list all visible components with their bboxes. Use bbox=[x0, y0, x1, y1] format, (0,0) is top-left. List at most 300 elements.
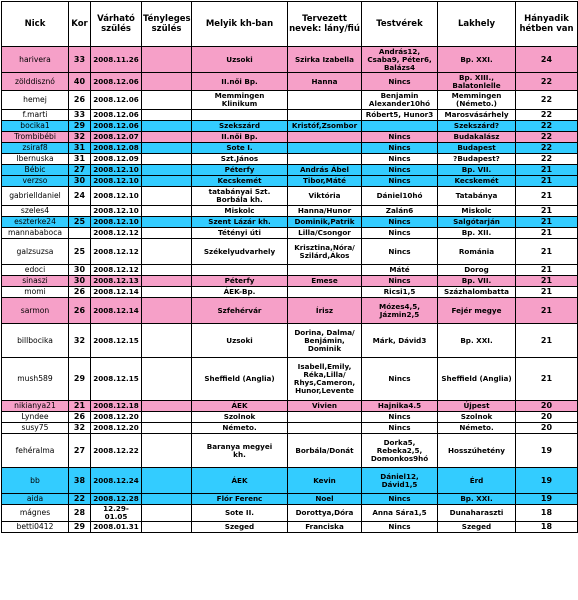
cell-korhaz: Flór Ferenc bbox=[192, 494, 288, 505]
cell-korhaz bbox=[192, 265, 288, 276]
cell-het: 18 bbox=[516, 505, 578, 522]
cell-lakhely: Miskolc bbox=[438, 206, 516, 217]
cell-korhaz bbox=[192, 110, 288, 121]
cell-varhato-szules: 2008.12.06 bbox=[91, 91, 142, 110]
cell-testverek: Mózes4,5, Jázmin2,5 bbox=[362, 298, 438, 324]
cell-nick: bocika1 bbox=[2, 121, 69, 132]
cell-tenyleges-szules bbox=[142, 239, 192, 265]
cell-kor: 30 bbox=[69, 176, 91, 187]
cell-tervezett-nevek bbox=[288, 143, 362, 154]
cell-tenyleges-szules bbox=[142, 206, 192, 217]
cell-testverek: András12, Csaba9, Péter6, Balázs4 bbox=[362, 47, 438, 73]
cell-korhaz: Baranya megyei kh. bbox=[192, 434, 288, 468]
cell-het: 19 bbox=[516, 494, 578, 505]
cell-lakhely: Salgótarján bbox=[438, 217, 516, 228]
cell-het: 21 bbox=[516, 228, 578, 239]
cell-nick: fehéralma bbox=[2, 434, 69, 468]
cell-korhaz: ÁEK bbox=[192, 401, 288, 412]
cell-het: 21 bbox=[516, 217, 578, 228]
cell-tenyleges-szules bbox=[142, 217, 192, 228]
cell-lakhely: Bp. XII. bbox=[438, 228, 516, 239]
cell-het: 22 bbox=[516, 110, 578, 121]
cell-testverek: Nincs bbox=[362, 154, 438, 165]
table-row bbox=[2, 324, 578, 358]
cell-korhaz: Uzsoki bbox=[192, 47, 288, 73]
cell-tervezett-nevek: Dorina, Dalma/ Benjámin, Dominik bbox=[288, 324, 362, 358]
cell-testverek bbox=[362, 121, 438, 132]
cell-testverek: Dániel12, Dávid1,5 bbox=[362, 468, 438, 494]
cell-korhaz: ÁEK bbox=[192, 468, 288, 494]
cell-het: 21 bbox=[516, 239, 578, 265]
cell-tenyleges-szules bbox=[142, 47, 192, 73]
cell-het: 22 bbox=[516, 121, 578, 132]
header-korhaz: Melyik kh-ban bbox=[192, 2, 288, 47]
cell-korhaz: Péterfy bbox=[192, 165, 288, 176]
table-row bbox=[2, 110, 578, 121]
cell-testverek: Ricsi1,5 bbox=[362, 287, 438, 298]
cell-het: 20 bbox=[516, 423, 578, 434]
table-row bbox=[2, 505, 578, 522]
cell-tervezett-nevek: Kevin bbox=[288, 468, 362, 494]
cell-het: 21 bbox=[516, 265, 578, 276]
cell-varhato-szules: 2008.12.28 bbox=[91, 494, 142, 505]
cell-het: 21 bbox=[516, 165, 578, 176]
cell-tenyleges-szules bbox=[142, 176, 192, 187]
cell-lakhely: Dunaharaszti bbox=[438, 505, 516, 522]
cell-tenyleges-szules bbox=[142, 505, 192, 522]
table-row bbox=[2, 176, 578, 187]
cell-korhaz: Uzsoki bbox=[192, 324, 288, 358]
cell-tervezett-nevek: András Ábel bbox=[288, 165, 362, 176]
table-row bbox=[2, 298, 578, 324]
cell-tervezett-nevek bbox=[288, 154, 362, 165]
cell-testverek: Dániel10hó bbox=[362, 187, 438, 206]
cell-korhaz: ÁEK-Bp. bbox=[192, 287, 288, 298]
cell-testverek: Nincs bbox=[362, 217, 438, 228]
cell-kor: 32 bbox=[69, 132, 91, 143]
cell-tenyleges-szules bbox=[142, 324, 192, 358]
cell-testverek: Dorka5, Rebeka2,5, Domonkos9hó bbox=[362, 434, 438, 468]
cell-korhaz: Sheffield (Anglia) bbox=[192, 358, 288, 401]
cell-nick: Ibernuska bbox=[2, 154, 69, 165]
cell-kor: 32 bbox=[69, 423, 91, 434]
cell-korhaz: Tétényi úti bbox=[192, 228, 288, 239]
cell-kor: 24 bbox=[69, 187, 91, 206]
cell-korhaz: Németo. bbox=[192, 423, 288, 434]
cell-het: 20 bbox=[516, 412, 578, 423]
cell-tervezett-nevek bbox=[288, 423, 362, 434]
cell-tenyleges-szules bbox=[142, 265, 192, 276]
cell-tenyleges-szules bbox=[142, 187, 192, 206]
cell-korhaz: Szent Lázár kh. bbox=[192, 217, 288, 228]
cell-varhato-szules: 2008.12.08 bbox=[91, 143, 142, 154]
cell-lakhely: Bp. XXI. bbox=[438, 324, 516, 358]
cell-varhato-szules: 2008.12.18 bbox=[91, 401, 142, 412]
cell-nick: mágnes bbox=[2, 505, 69, 522]
cell-lakhely: Fejér megye bbox=[438, 298, 516, 324]
cell-nick: susy75 bbox=[2, 423, 69, 434]
cell-het: 21 bbox=[516, 324, 578, 358]
header-row bbox=[2, 2, 578, 47]
cell-het: 21 bbox=[516, 206, 578, 217]
cell-het: 21 bbox=[516, 176, 578, 187]
table-row bbox=[2, 287, 578, 298]
cell-tervezett-nevek: Vivien bbox=[288, 401, 362, 412]
cell-nick: aida bbox=[2, 494, 69, 505]
cell-varhato-szules: 2008.12.10 bbox=[91, 176, 142, 187]
cell-tervezett-nevek: Dorottya,Dóra bbox=[288, 505, 362, 522]
cell-tenyleges-szules bbox=[142, 412, 192, 423]
cell-varhato-szules: 12.29-01.05 bbox=[91, 505, 142, 522]
header-varhato-szules: Várható szülés bbox=[91, 2, 142, 47]
cell-tenyleges-szules bbox=[142, 298, 192, 324]
cell-het: 22 bbox=[516, 73, 578, 91]
cell-tenyleges-szules bbox=[142, 287, 192, 298]
cell-tervezett-nevek bbox=[288, 265, 362, 276]
table-row bbox=[2, 143, 578, 154]
cell-tervezett-nevek bbox=[288, 412, 362, 423]
cell-nick: eszterke24 bbox=[2, 217, 69, 228]
cell-nick: zsiraf8 bbox=[2, 143, 69, 154]
cell-nick: f.marti bbox=[2, 110, 69, 121]
cell-kor bbox=[69, 228, 91, 239]
cell-lakhely: Bp. XIII., Balatonlelle bbox=[438, 73, 516, 91]
cell-kor: 26 bbox=[69, 91, 91, 110]
cell-tenyleges-szules bbox=[142, 423, 192, 434]
table-row bbox=[2, 217, 578, 228]
cell-testverek: Nincs bbox=[362, 143, 438, 154]
cell-lakhely: Érd bbox=[438, 468, 516, 494]
cell-korhaz: Szolnok bbox=[192, 412, 288, 423]
cell-testverek: Nincs bbox=[362, 239, 438, 265]
cell-testverek: Zalán6 bbox=[362, 206, 438, 217]
cell-kor: 21 bbox=[69, 401, 91, 412]
cell-varhato-szules: 2008.12.12 bbox=[91, 228, 142, 239]
cell-het: 19 bbox=[516, 434, 578, 468]
cell-tenyleges-szules bbox=[142, 121, 192, 132]
table-row bbox=[2, 423, 578, 434]
cell-kor: 25 bbox=[69, 239, 91, 265]
cell-lakhely: Százhalombatta bbox=[438, 287, 516, 298]
table-row bbox=[2, 73, 578, 91]
cell-korhaz: Szfehérvár bbox=[192, 298, 288, 324]
cell-testverek: Róbert5, Hunor3 bbox=[362, 110, 438, 121]
table-row bbox=[2, 187, 578, 206]
cell-kor: 33 bbox=[69, 110, 91, 121]
cell-testverek: Márk, Dávid3 bbox=[362, 324, 438, 358]
cell-het: 22 bbox=[516, 154, 578, 165]
cell-varhato-szules: 2008.12.13 bbox=[91, 276, 142, 287]
cell-tervezett-nevek: Szirka Izabella bbox=[288, 47, 362, 73]
cell-varhato-szules: 2008.12.14 bbox=[91, 287, 142, 298]
header-het: Hányadik hétben van bbox=[516, 2, 578, 47]
cell-korhaz: Péterfy bbox=[192, 276, 288, 287]
cell-testverek: Nincs bbox=[362, 165, 438, 176]
cell-testverek: Nincs bbox=[362, 412, 438, 423]
cell-het: 18 bbox=[516, 522, 578, 533]
cell-het: 21 bbox=[516, 287, 578, 298]
cell-nick: verzso bbox=[2, 176, 69, 187]
cell-korhaz: Szt.János bbox=[192, 154, 288, 165]
cell-lakhely: Marosvásárhely bbox=[438, 110, 516, 121]
cell-kor: 29 bbox=[69, 522, 91, 533]
cell-varhato-szules: 2008.12.12 bbox=[91, 239, 142, 265]
cell-lakhely: Újpest bbox=[438, 401, 516, 412]
cell-het: 24 bbox=[516, 47, 578, 73]
cell-tervezett-nevek: Írisz bbox=[288, 298, 362, 324]
cell-kor: 30 bbox=[69, 265, 91, 276]
cell-testverek: Hajnika4.5 bbox=[362, 401, 438, 412]
cell-testverek: Anna Sára1,5 bbox=[362, 505, 438, 522]
table-body bbox=[2, 47, 578, 533]
table-row bbox=[2, 401, 578, 412]
cell-lakhely: Budakalász bbox=[438, 132, 516, 143]
cell-tenyleges-szules bbox=[142, 468, 192, 494]
cell-nick: Trombibébi bbox=[2, 132, 69, 143]
cell-tervezett-nevek: Hanna/Hunor bbox=[288, 206, 362, 217]
table-row bbox=[2, 434, 578, 468]
cell-lakhely: ?Budapest? bbox=[438, 154, 516, 165]
cell-varhato-szules: 2008.12.15 bbox=[91, 358, 142, 401]
table-row bbox=[2, 239, 578, 265]
cell-lakhely: Sheffield (Anglia) bbox=[438, 358, 516, 401]
cell-lakhely: Németo. bbox=[438, 423, 516, 434]
cell-tenyleges-szules bbox=[142, 73, 192, 91]
cell-tenyleges-szules bbox=[142, 91, 192, 110]
cell-testverek: Nincs bbox=[362, 276, 438, 287]
cell-varhato-szules: 2008.01.31 bbox=[91, 522, 142, 533]
table-row bbox=[2, 494, 578, 505]
cell-nick: edoci bbox=[2, 265, 69, 276]
table-row bbox=[2, 522, 578, 533]
cell-varhato-szules: 2008.12.14 bbox=[91, 298, 142, 324]
cell-nick: sarmon bbox=[2, 298, 69, 324]
cell-lakhely: Szeged bbox=[438, 522, 516, 533]
cell-lakhely: Budapest bbox=[438, 143, 516, 154]
cell-tervezett-nevek bbox=[288, 91, 362, 110]
cell-nick: harivera bbox=[2, 47, 69, 73]
header-testverek: Testvérek bbox=[362, 2, 438, 47]
cell-lakhely: Bp. XXI. bbox=[438, 494, 516, 505]
cell-testverek: Nincs bbox=[362, 494, 438, 505]
cell-testverek: Nincs bbox=[362, 73, 438, 91]
table-row bbox=[2, 165, 578, 176]
cell-het: 21 bbox=[516, 358, 578, 401]
cell-testverek: Nincs bbox=[362, 522, 438, 533]
cell-tervezett-nevek: Noel bbox=[288, 494, 362, 505]
cell-nick: bb bbox=[2, 468, 69, 494]
cell-tervezett-nevek: Franciska bbox=[288, 522, 362, 533]
cell-varhato-szules: 2008.12.10 bbox=[91, 187, 142, 206]
cell-korhaz: Szekszárd bbox=[192, 121, 288, 132]
cell-varhato-szules: 2008.12.24 bbox=[91, 468, 142, 494]
cell-nick: nikianya21 bbox=[2, 401, 69, 412]
cell-tervezett-nevek: Isabell,Emily, Réka,Lilla/ Rhys,Cameron, Hunor,Levente bbox=[288, 358, 362, 401]
cell-het: 19 bbox=[516, 468, 578, 494]
cell-nick: szeles4 bbox=[2, 206, 69, 217]
cell-lakhely: Románia bbox=[438, 239, 516, 265]
cell-tenyleges-szules bbox=[142, 132, 192, 143]
cell-het: 22 bbox=[516, 132, 578, 143]
header-lakhely: Lakhely bbox=[438, 2, 516, 47]
cell-lakhely: Kecskemét bbox=[438, 176, 516, 187]
cell-korhaz: Kecskemét bbox=[192, 176, 288, 187]
cell-tenyleges-szules bbox=[142, 358, 192, 401]
cell-kor bbox=[69, 206, 91, 217]
cell-kor: 26 bbox=[69, 298, 91, 324]
cell-lakhely: Hosszúhetény bbox=[438, 434, 516, 468]
header-kor: Kor bbox=[69, 2, 91, 47]
cell-tervezett-nevek: Krisztina,Nóra/ Szilárd,Ákos bbox=[288, 239, 362, 265]
cell-testverek: Nincs bbox=[362, 228, 438, 239]
cell-kor: 31 bbox=[69, 143, 91, 154]
cell-varhato-szules: 2008.12.10 bbox=[91, 217, 142, 228]
cell-varhato-szules: 2008.12.20 bbox=[91, 412, 142, 423]
cell-nick: hemej bbox=[2, 91, 69, 110]
cell-kor: 33 bbox=[69, 47, 91, 73]
cell-varhato-szules: 2008.12.06 bbox=[91, 73, 142, 91]
header-tervezett-nevek: Tervezett nevek: lány/fiú bbox=[288, 2, 362, 47]
cell-nick: mannababoca bbox=[2, 228, 69, 239]
cell-korhaz: Sote II. bbox=[192, 505, 288, 522]
cell-korhaz: Sote I. bbox=[192, 143, 288, 154]
cell-korhaz: II.női Bp. bbox=[192, 73, 288, 91]
cell-kor: 38 bbox=[69, 468, 91, 494]
cell-tenyleges-szules bbox=[142, 228, 192, 239]
cell-nick: Bébic bbox=[2, 165, 69, 176]
cell-kor: 27 bbox=[69, 165, 91, 176]
table-row bbox=[2, 228, 578, 239]
cell-varhato-szules: 2008.12.09 bbox=[91, 154, 142, 165]
cell-kor: 29 bbox=[69, 121, 91, 132]
cell-korhaz: Szeged bbox=[192, 522, 288, 533]
cell-het: 21 bbox=[516, 187, 578, 206]
cell-testverek: Benjamin Alexander10hó bbox=[362, 91, 438, 110]
cell-tervezett-nevek: Kristóf,Zsombor bbox=[288, 121, 362, 132]
cell-kor: 26 bbox=[69, 287, 91, 298]
header-tenyleges-szules: Tényleges szülés bbox=[142, 2, 192, 47]
cell-varhato-szules: 2008.12.20 bbox=[91, 423, 142, 434]
cell-lakhely: Szolnok bbox=[438, 412, 516, 423]
cell-lakhely: Bp. XXI. bbox=[438, 47, 516, 73]
cell-tervezett-nevek: Borbála/Donát bbox=[288, 434, 362, 468]
table-row bbox=[2, 276, 578, 287]
cell-tervezett-nevek bbox=[288, 287, 362, 298]
table-row bbox=[2, 121, 578, 132]
cell-tervezett-nevek: Dominik,Patrik bbox=[288, 217, 362, 228]
cell-het: 22 bbox=[516, 91, 578, 110]
table-row bbox=[2, 47, 578, 73]
cell-tervezett-nevek: Emese bbox=[288, 276, 362, 287]
cell-korhaz: II.női Bp. bbox=[192, 132, 288, 143]
cell-kor: 26 bbox=[69, 412, 91, 423]
cell-varhato-szules: 2008.12.06 bbox=[91, 110, 142, 121]
cell-lakhely: Dorog bbox=[438, 265, 516, 276]
cell-kor: 31 bbox=[69, 154, 91, 165]
cell-testverek: Nincs bbox=[362, 358, 438, 401]
table-row bbox=[2, 265, 578, 276]
cell-varhato-szules: 2008.12.15 bbox=[91, 324, 142, 358]
cell-testverek: Nincs bbox=[362, 132, 438, 143]
header-nick: Nick bbox=[2, 2, 69, 47]
cell-tenyleges-szules bbox=[142, 522, 192, 533]
cell-kor: 28 bbox=[69, 505, 91, 522]
cell-korhaz: Memmingen Klinikum bbox=[192, 91, 288, 110]
cell-kor: 32 bbox=[69, 324, 91, 358]
cell-lakhely: Bp. VII. bbox=[438, 276, 516, 287]
cell-kor: 40 bbox=[69, 73, 91, 91]
table-row bbox=[2, 206, 578, 217]
cell-varhato-szules: 2008.11.26 bbox=[91, 47, 142, 73]
table-row bbox=[2, 132, 578, 143]
cell-testverek: Nincs bbox=[362, 176, 438, 187]
table-row bbox=[2, 412, 578, 423]
cell-nick: Lyndee bbox=[2, 412, 69, 423]
cell-nick: momi bbox=[2, 287, 69, 298]
cell-testverek: Máté bbox=[362, 265, 438, 276]
table-row bbox=[2, 468, 578, 494]
cell-korhaz: tatabányai Szt. Borbála kh. bbox=[192, 187, 288, 206]
cell-korhaz: Székelyudvarhely bbox=[192, 239, 288, 265]
cell-kor: 30 bbox=[69, 276, 91, 287]
cell-nick: galzsuzsa bbox=[2, 239, 69, 265]
cell-lakhely: Memmingen (Németo.) bbox=[438, 91, 516, 110]
cell-nick: billbocika bbox=[2, 324, 69, 358]
cell-tenyleges-szules bbox=[142, 143, 192, 154]
cell-lakhely: Tatabánya bbox=[438, 187, 516, 206]
cell-het: 22 bbox=[516, 143, 578, 154]
cell-kor: 22 bbox=[69, 494, 91, 505]
cell-korhaz: Miskolc bbox=[192, 206, 288, 217]
cell-kor: 29 bbox=[69, 358, 91, 401]
cell-kor: 27 bbox=[69, 434, 91, 468]
cell-tenyleges-szules bbox=[142, 110, 192, 121]
cell-varhato-szules: 2008.12.10 bbox=[91, 206, 142, 217]
cell-tervezett-nevek: Tibor,Máté bbox=[288, 176, 362, 187]
cell-nick: zölddisznó bbox=[2, 73, 69, 91]
cell-varhato-szules: 2008.12.10 bbox=[91, 165, 142, 176]
cell-nick: gabrielldaniel bbox=[2, 187, 69, 206]
cell-tervezett-nevek: Viktória bbox=[288, 187, 362, 206]
cell-tenyleges-szules bbox=[142, 154, 192, 165]
table-row bbox=[2, 91, 578, 110]
cell-tervezett-nevek bbox=[288, 110, 362, 121]
cell-varhato-szules: 2008.12.12 bbox=[91, 265, 142, 276]
cell-varhato-szules: 2008.12.07 bbox=[91, 132, 142, 143]
cell-varhato-szules: 2008.12.22 bbox=[91, 434, 142, 468]
cell-het: 21 bbox=[516, 276, 578, 287]
cell-het: 20 bbox=[516, 401, 578, 412]
pregnancy-table bbox=[1, 1, 578, 533]
cell-nick: sinaszi bbox=[2, 276, 69, 287]
cell-tervezett-nevek: Hanna bbox=[288, 73, 362, 91]
cell-tenyleges-szules bbox=[142, 276, 192, 287]
cell-tervezett-nevek: Lilla/Csongor bbox=[288, 228, 362, 239]
table-row bbox=[2, 358, 578, 401]
cell-tenyleges-szules bbox=[142, 494, 192, 505]
cell-lakhely: Bp. VII. bbox=[438, 165, 516, 176]
cell-tenyleges-szules bbox=[142, 434, 192, 468]
cell-tenyleges-szules bbox=[142, 165, 192, 176]
cell-nick: betti0412 bbox=[2, 522, 69, 533]
cell-nick: mush589 bbox=[2, 358, 69, 401]
cell-kor: 25 bbox=[69, 217, 91, 228]
cell-varhato-szules: 2008.12.06 bbox=[91, 121, 142, 132]
cell-tervezett-nevek bbox=[288, 132, 362, 143]
cell-tenyleges-szules bbox=[142, 401, 192, 412]
cell-het: 21 bbox=[516, 298, 578, 324]
table-row bbox=[2, 154, 578, 165]
